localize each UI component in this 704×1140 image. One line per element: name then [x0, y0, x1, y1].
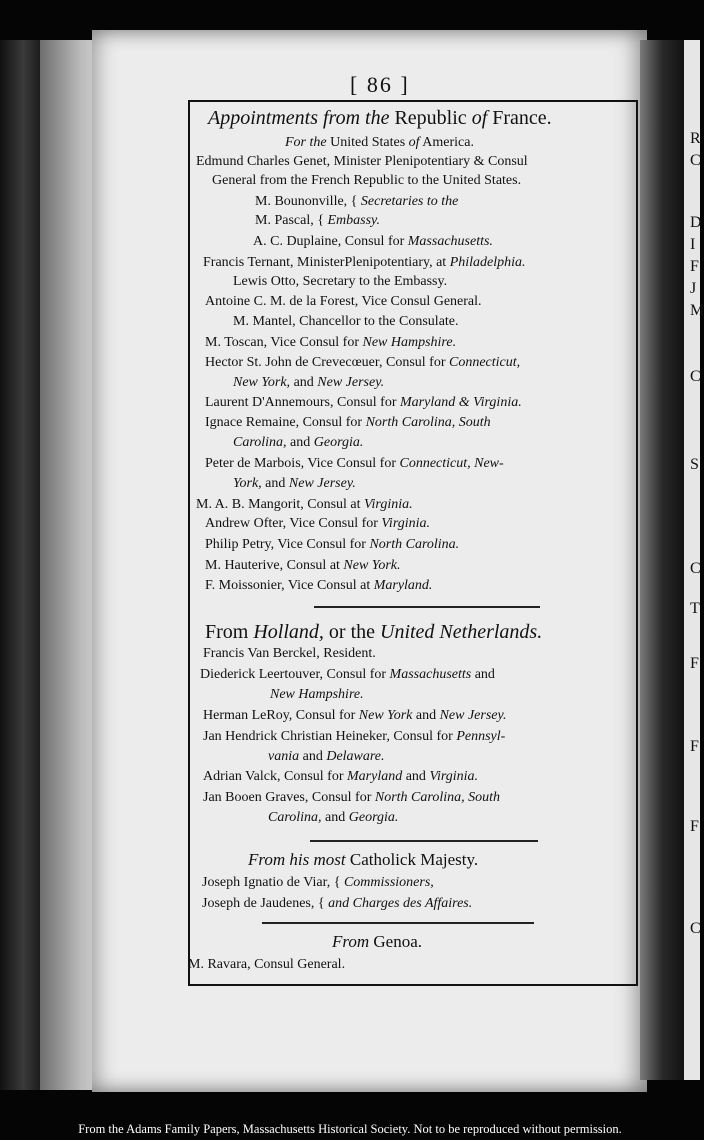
text-run: Peter de Marbois, Vice Consul for — [205, 456, 400, 471]
section-heading — [205, 620, 542, 644]
section-divider — [262, 922, 534, 924]
text-run: Philip Petry, Vice Consul for — [205, 537, 370, 552]
section-divider — [314, 606, 540, 608]
text-run: M. A. B. Mangorit, Consul at — [196, 497, 365, 512]
text-run: Virginia. — [364, 497, 413, 512]
text-run: { — [347, 194, 361, 209]
text-run: Virginia. — [429, 769, 479, 784]
entry-line — [205, 414, 491, 432]
text-run: From his most — [248, 850, 346, 869]
text-run: Secretaries to the — [360, 194, 459, 209]
text-run: France. — [487, 107, 552, 129]
facing-page-letter: C — [690, 560, 701, 577]
text-run: North Carolina, South — [365, 415, 491, 430]
text-run: { — [330, 875, 344, 890]
text-run: and — [412, 708, 440, 723]
entry-line — [253, 233, 493, 251]
entry-line — [255, 193, 458, 211]
text-run: and — [402, 769, 430, 784]
text-run: and — [290, 375, 318, 390]
entry-line — [233, 313, 459, 331]
entry-line — [203, 645, 376, 663]
text-run: M. Bounonville, — [255, 194, 348, 209]
entry-line — [255, 212, 380, 230]
text-run: York, — [233, 476, 262, 491]
text-run: Appointments from the — [208, 107, 390, 129]
text-run: Maryland & Virginia. — [400, 395, 522, 410]
text-run: and — [471, 667, 495, 682]
text-run: Maryland. — [373, 578, 433, 593]
text-run: Massachusetts — [389, 667, 472, 682]
text-run: Philadelphia. — [449, 255, 526, 270]
text-run: New Jersey. — [439, 708, 507, 723]
text-run: Laurent D'Annemours, Consul for — [205, 395, 400, 410]
text-run: From — [205, 621, 254, 643]
entry-line — [196, 153, 528, 171]
entry-line — [205, 577, 432, 595]
entry-line — [203, 707, 506, 725]
text-run: { — [314, 896, 329, 911]
facing-page-letter: F — [690, 738, 699, 755]
text-run: Jan Booen Graves, Consul for — [203, 790, 375, 805]
facing-page-letter: D — [690, 214, 702, 231]
text-run: For the — [285, 135, 327, 150]
facing-page-letter: C — [690, 368, 701, 385]
text-run: United States — [326, 135, 409, 150]
entry-line — [285, 134, 474, 152]
text-run: Francis Van Berckel, Resident. — [203, 646, 376, 661]
text-run: Commissioners, — [343, 875, 434, 890]
text-run: North Carolina. — [369, 537, 460, 552]
entry-line — [205, 557, 400, 575]
entry-line — [188, 956, 345, 974]
text-run: Herman LeRoy, Consul for — [203, 708, 359, 723]
text-run: or the — [323, 621, 380, 643]
entry-line — [270, 686, 364, 704]
text-run: Carolina, — [268, 810, 322, 825]
text-run: A. C. Duplaine, Consul for — [253, 234, 408, 249]
facing-page-letter: I — [690, 236, 696, 253]
entry-line — [202, 895, 472, 913]
text-run: Joseph Ignatio de Viar, — [202, 875, 331, 890]
section-divider — [310, 840, 538, 842]
text-run: M. Mantel, Chancellor to the Consulate. — [233, 314, 459, 329]
facing-page-letter: T — [690, 600, 700, 617]
text-run: Republic — [389, 107, 472, 129]
text-run: vania — [268, 749, 300, 764]
text-run: M. Toscan, Vice Consul for — [205, 335, 363, 350]
text-run: New York, — [233, 375, 291, 390]
facing-page-letter: F — [690, 258, 699, 275]
facing-page-letter: F — [690, 655, 699, 672]
text-run: Jan Hendrick Christian Heineker, Consul for — [203, 729, 457, 744]
text-run: Adrian Valck, Consul for — [203, 769, 347, 784]
text-run: Pennsyl- — [456, 729, 506, 744]
facing-page-letter: M — [690, 302, 704, 319]
text-run: New Hampshire. — [270, 687, 364, 702]
entry-line — [205, 394, 522, 412]
entry-line — [212, 172, 521, 190]
facing-page-letter: F — [690, 818, 699, 835]
entry-line — [205, 334, 456, 352]
text-run: Antoine C. M. de la Forest, Vice Consul General. — [205, 294, 482, 309]
text-run: Delaware. — [326, 749, 385, 764]
text-run: Diederick Leertouver, Consul for — [200, 667, 390, 682]
text-run: Francis Ternant, MinisterPlenipotentiary, at — [203, 255, 450, 270]
text-run: Carolina, — [233, 435, 287, 450]
entry-line — [205, 354, 520, 372]
text-run: Ignace Remaine, Consul for — [205, 415, 366, 430]
text-run: General from the French Republic to the United States. — [212, 173, 522, 188]
entry-line — [196, 496, 413, 514]
text-run: New Hampshire. — [362, 335, 457, 350]
text-run: Connecticut, — [449, 355, 521, 370]
text-run: M. Hauterive, Consul at — [205, 558, 344, 573]
text-run: M. Pascal, — [255, 213, 314, 228]
text-run: Virginia. — [381, 516, 431, 531]
text-run: United Netherlands. — [380, 621, 543, 643]
entry-line — [205, 455, 504, 473]
text-run: Edmund Charles Genet, Minister Plenipotentiary & Consul — [196, 154, 528, 169]
copyright-footer: From the Adams Family Papers, Massachusetts Historical Society. Not to be reproduced without permission. — [78, 1122, 622, 1136]
entry-line — [203, 728, 505, 746]
text-run: From — [332, 932, 370, 951]
text-run: Massachusetts. — [407, 234, 493, 249]
text-run: New Jersey. — [288, 476, 356, 491]
entry-line — [268, 748, 385, 766]
section-heading — [208, 106, 552, 130]
text-run: Connecticut, New- — [399, 456, 504, 471]
text-run: Georgia. — [313, 435, 364, 450]
entry-line — [205, 515, 430, 533]
text-run: Joseph de Jaudenes, — [202, 896, 315, 911]
text-run: Genoa. — [369, 932, 423, 951]
text-run: New York — [358, 708, 413, 723]
text-run: and — [299, 749, 327, 764]
facing-page-letter: C — [690, 152, 701, 169]
facing-page-letter: C — [690, 920, 701, 937]
text-run: Georgia. — [348, 810, 399, 825]
text-run: Andrew Ofter, Vice Consul for — [205, 516, 382, 531]
text-run: and Charges des Affaires. — [328, 896, 473, 911]
text-run: Hector St. John de Crevecœuer, Consul for — [205, 355, 449, 370]
text-run: of — [408, 135, 420, 150]
text-run: F. Moissonier, Vice Consul at — [205, 578, 374, 593]
entry-line — [233, 273, 447, 291]
text-run: New York. — [343, 558, 401, 573]
text-run: and — [286, 435, 314, 450]
book-gutter — [640, 40, 684, 1080]
section-heading — [332, 931, 422, 953]
entry-line — [205, 536, 459, 554]
text-run: Embassy. — [327, 213, 380, 228]
entry-line — [233, 374, 384, 392]
text-run: North Carolina, South — [374, 790, 500, 805]
text-run: and — [261, 476, 289, 491]
text-run: Holland, — [253, 621, 324, 643]
section-heading — [248, 849, 478, 871]
text-run: { — [313, 213, 328, 228]
text-run: Lewis Otto, Secretary to the Embassy. — [233, 274, 448, 289]
entry-line — [205, 293, 482, 311]
text-run: America. — [419, 135, 474, 150]
entry-line — [203, 254, 526, 272]
text-run: of — [471, 107, 488, 129]
entry-line — [233, 434, 363, 452]
entry-line — [203, 789, 500, 807]
text-run: and — [321, 810, 349, 825]
text-run: M. Ravara, Consul General. — [188, 957, 346, 972]
entry-line — [200, 666, 495, 684]
facing-page-letter: S — [690, 456, 699, 473]
text-run: Catholick Majesty. — [345, 850, 479, 869]
facing-page-letter: R — [690, 130, 701, 147]
page-number: [ 86 ] — [350, 72, 410, 97]
entry-line — [203, 768, 478, 786]
entry-line — [202, 874, 434, 892]
entry-line — [233, 475, 356, 493]
facing-page-letter: J — [690, 280, 697, 297]
text-run: New Jersey. — [317, 375, 385, 390]
entry-line — [268, 809, 398, 827]
text-run: Maryland — [347, 769, 403, 784]
